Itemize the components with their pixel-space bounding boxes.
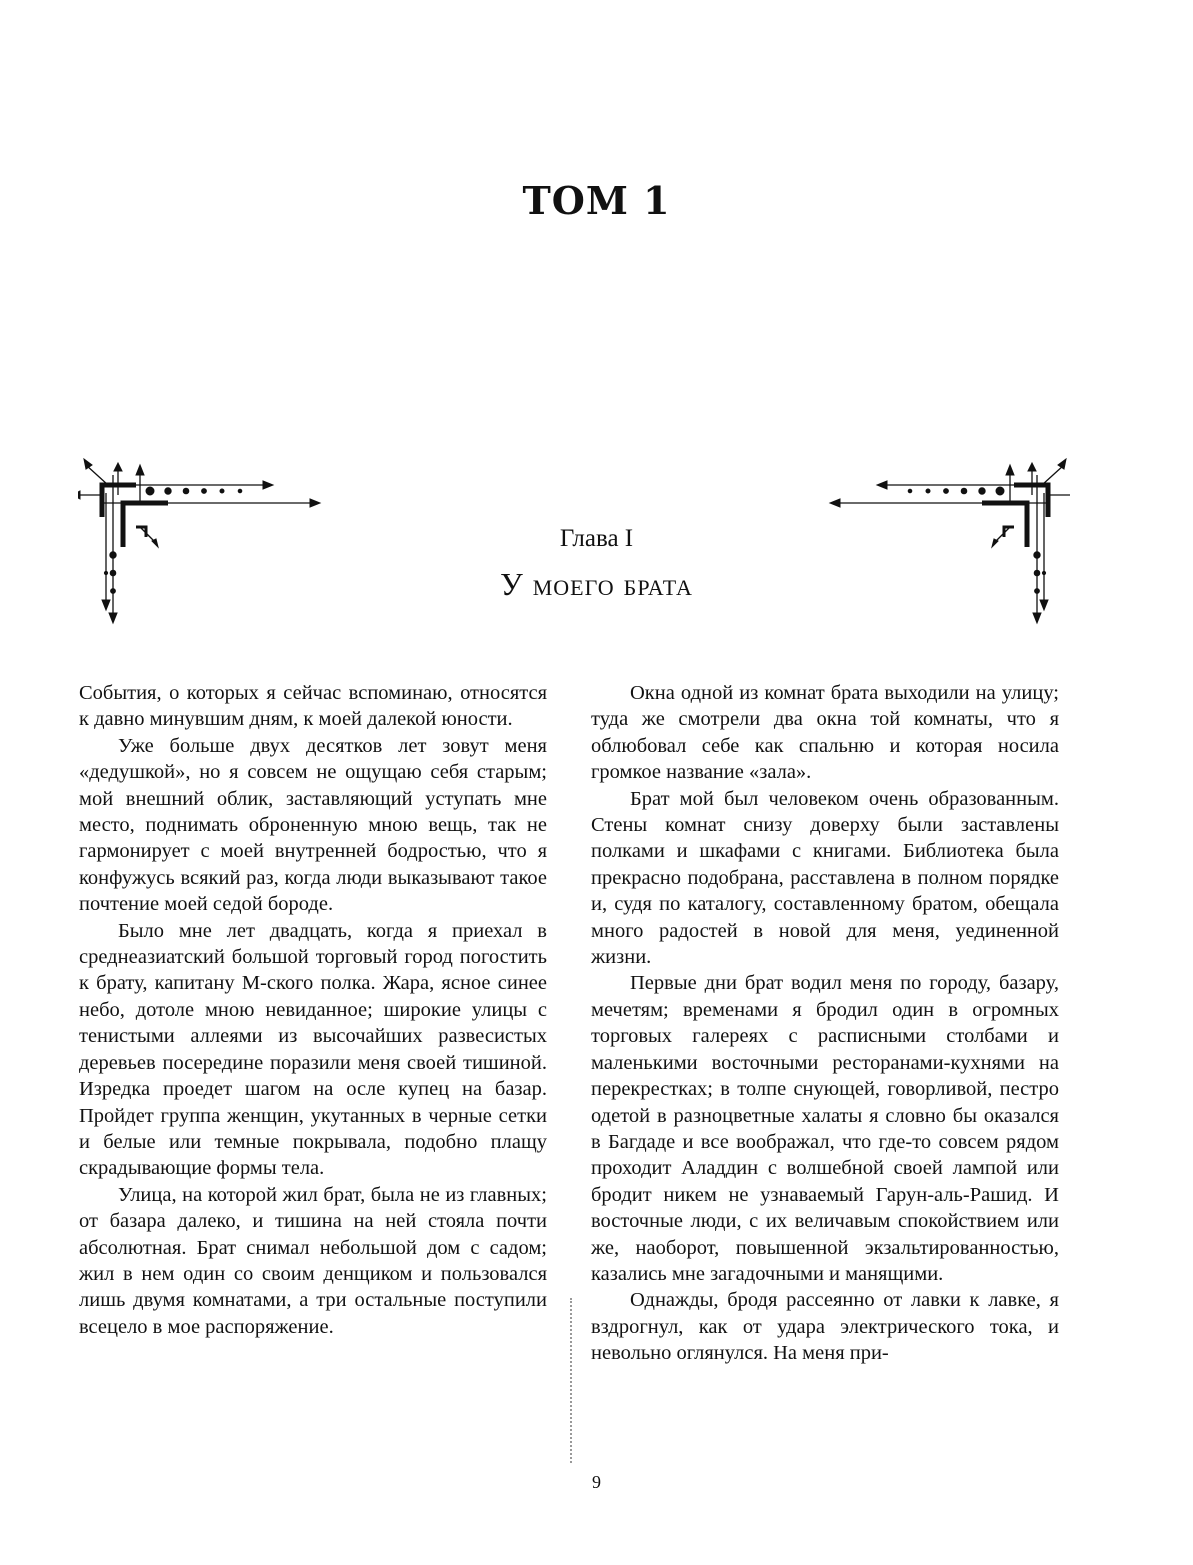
volume-title: ТОМ 1 bbox=[522, 178, 671, 223]
page-number: 9 bbox=[592, 1472, 601, 1492]
paragraph: Уже больше двух десятков лет зовут меня «дедушкой», но я совсем не ощущаю себя старым; мой внешний облик, заставляющий уступать мне место, поднимать оброненную мною вещь, так не гармонирует с моей внутренней бодростью, что я конфужусь всякий раз, когда люди выказывают такое почтение моей седой бороде. bbox=[79, 734, 547, 916]
paragraph: Окна одной из комнат брата выходили на улицу; туда же смотрели два окна той комнаты, что я облюбовал себе как спальню и которая носила громкое название «зала». bbox=[591, 682, 1059, 784]
column-divider bbox=[570, 1298, 572, 1463]
paragraph: События, о которых я сейчас вспоминаю, относятся к давно минувшим дням, к моей далекой юности. bbox=[79, 682, 547, 731]
paragraph: Первые дни брат водил меня по городу, базару, мечетям; временами я бродил один в огромных торговых галереях с расписными столбами и маленькими восточными ресторанами-кухнями на перекрестках; в толпе снующей, говорливой, пестро одетой в разноцветные халаты я словно бы оказался в Багдаде и все воображал, что где-то совсем рядом проходит Аладдин с волшебной своей лампой или бродит никем не узнаваемый Гарун-аль-Рашид. И восточные люди, с их величавым спокойствием или же, наоборот, повышенной экзальтированностью, казались мне загадочными и манящими. bbox=[591, 972, 1059, 1285]
paragraph: Улица, на которой жил брат, была не из главных; от базара далеко, и тишина на ней стояла почти абсолютная. Брат снимал небольшой дом с садом; жил в нем один со своим денщиком и пользовался лишь двумя комнатами, а три остальные поступили всецело в мое распоряжение. bbox=[79, 1183, 547, 1338]
paragraph: Брат мой был человеком очень образованным. Стены комнат снизу доверху были заставлены полками и шкафами с книгами. Библиотека была прекрасно подобрана, расставлена в полном порядке и, судя по каталогу, составленному братом, обещала много радостей в новой для меня, уединенной жизни. bbox=[591, 787, 1059, 969]
chapter-label: Глава I bbox=[559, 525, 634, 552]
right-text-column bbox=[591, 680, 1059, 1367]
chapter-title: У моего брата bbox=[500, 566, 693, 602]
paragraph: Однажды, бродя рассеянно от лавки к лавке, я вздрогнул, как от удара электрического тока, и невольно оглянулся. На меня при- bbox=[591, 1289, 1059, 1365]
paragraph: Было мне лет двадцать, когда я приехал в среднеазиатский большой торговый город погостить к брату, капитану М-ского полка. Жара, ясное синее небо, дотоле мною невиданное; широкие улицы с тенистыми аллеями из высочайших развесистых деревьев посередине поразили меня своей тишиной. Изредка проедет шагом на осле купец на базар. Пройдет группа женщин, укутанных в черные сетки и белые или темные покрывала, подобно плащу скрадывающие формы тела. bbox=[79, 919, 547, 1180]
left-text-column bbox=[79, 680, 547, 1340]
